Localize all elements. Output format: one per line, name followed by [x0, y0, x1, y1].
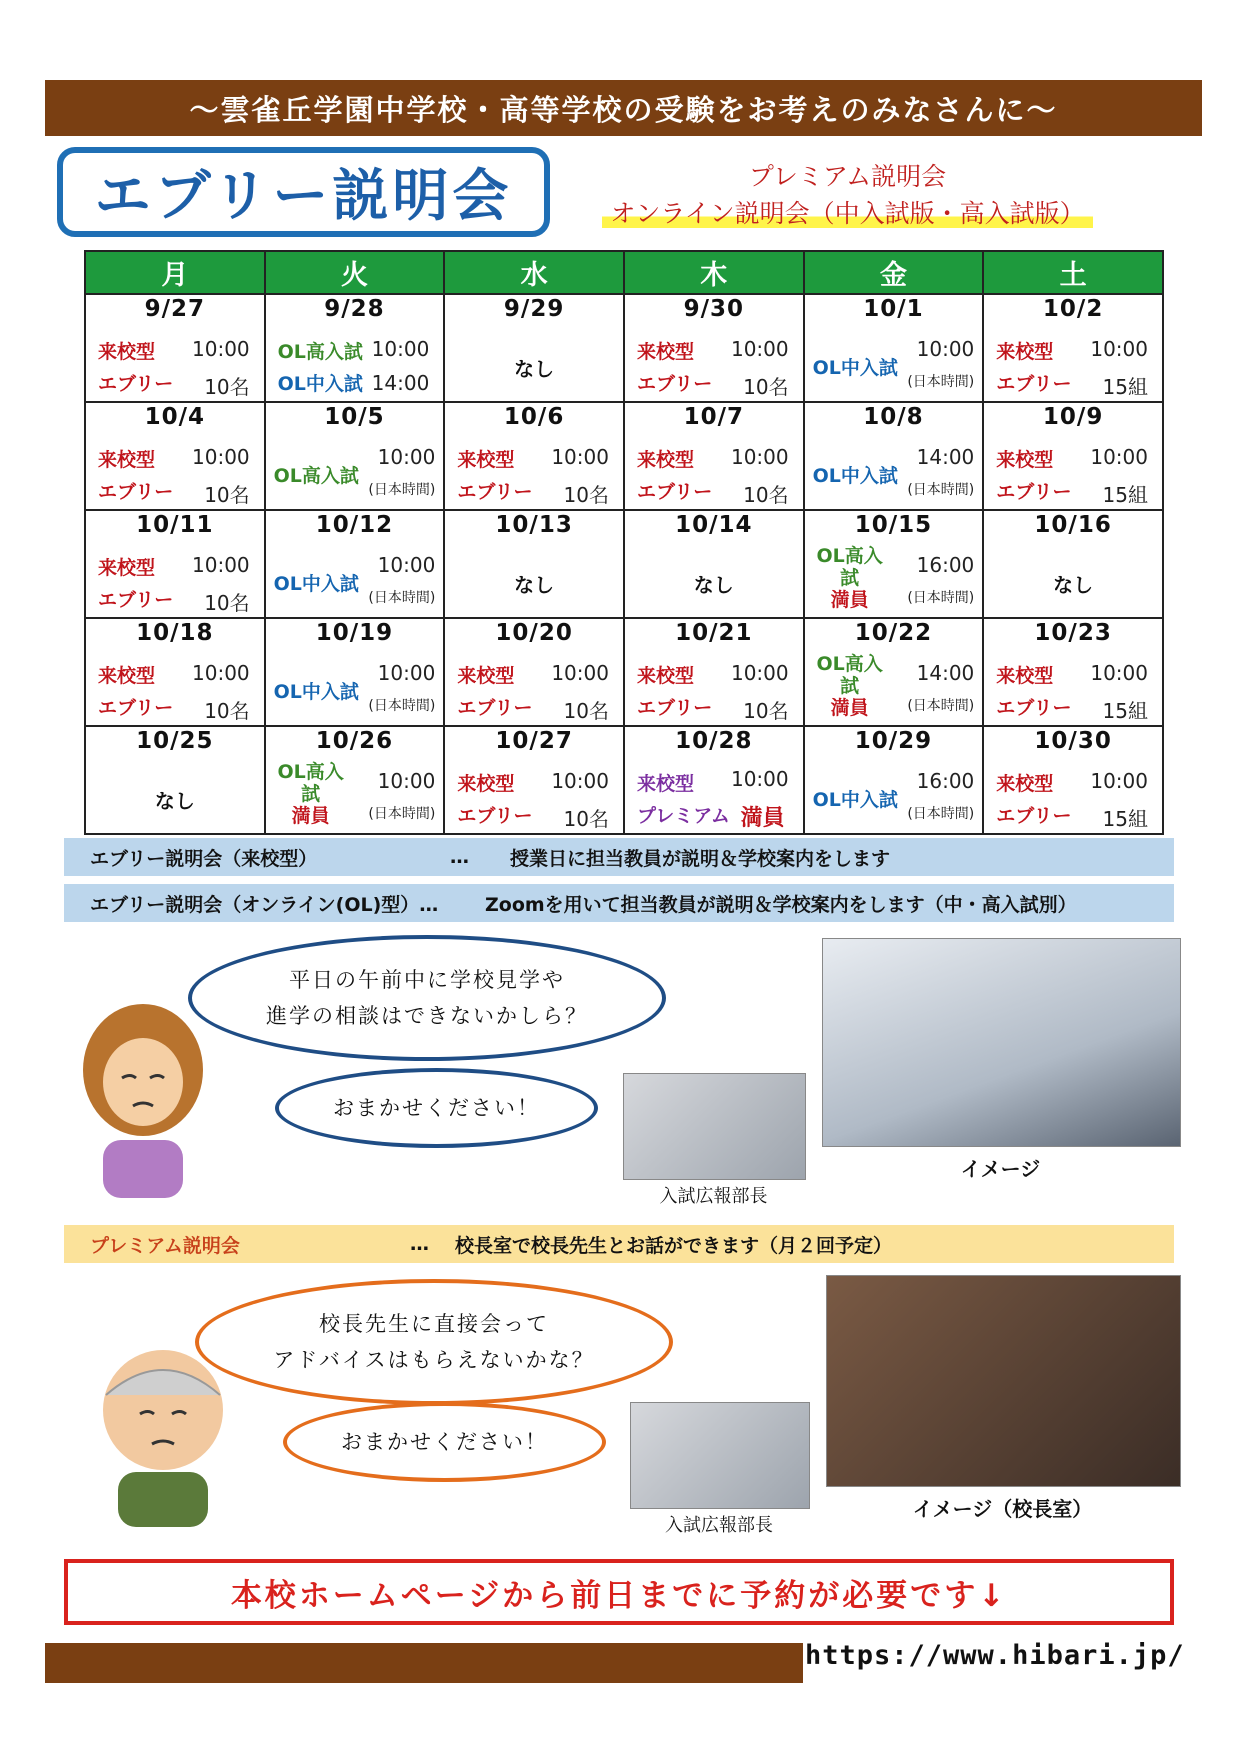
info-row-premium — [64, 1225, 1174, 1263]
speech-bubble-reply — [275, 1068, 598, 1148]
cell-date: 10/26 — [315, 728, 394, 754]
event-type: OL高入 — [816, 545, 883, 567]
cell-date: 10/28 — [675, 728, 753, 754]
event-type: 来校型 — [636, 449, 694, 471]
info-row-visit — [64, 838, 1174, 876]
calendar-cell — [983, 294, 1163, 402]
event-none: なし — [1053, 573, 1094, 597]
event-capacity: 15組 — [1102, 699, 1148, 723]
event-type: 来校型 — [636, 665, 694, 687]
calendar-cell — [804, 510, 984, 618]
event-kind: エブリー — [98, 373, 174, 395]
cell-date: 10/14 — [675, 512, 753, 538]
event-type: 来校型 — [98, 665, 156, 687]
staff-photo — [623, 1073, 806, 1180]
event-stack — [815, 653, 885, 719]
speech-bubble-grandparent — [195, 1279, 673, 1405]
event-time: 10:00 — [1090, 661, 1148, 685]
calendar-cell — [983, 726, 1163, 834]
info-value: 授業日に担当教員が説明＆学校案内をします — [510, 847, 891, 870]
event-time: 10:00 — [916, 337, 975, 361]
info-key: エブリー説明会（来校型） — [90, 847, 318, 870]
calendar-cell — [265, 510, 445, 618]
cell-date: 10/21 — [675, 620, 753, 646]
event-type: 来校型 — [636, 341, 694, 363]
event-type: 来校型 — [457, 449, 515, 471]
premium-value: 校長室で校長先生とお話ができます（月２回予定） — [455, 1234, 893, 1257]
event-full: 満員 — [830, 697, 869, 719]
event-time: 10:00 — [730, 767, 789, 791]
event-time: 10:00 — [377, 769, 436, 793]
event-capacity: 10名 — [743, 699, 789, 723]
cell-date: 10/9 — [1042, 404, 1104, 430]
event-timezone: (日本時間) — [368, 806, 436, 822]
event-capacity: 10名 — [204, 591, 250, 615]
event-type-cont: 試 — [301, 783, 321, 805]
event-time: 14:00 — [916, 445, 975, 469]
event-type-cont: 試 — [840, 567, 860, 589]
event-type: 来校型 — [996, 341, 1054, 363]
event-none: なし — [514, 573, 555, 597]
principal-photo — [826, 1275, 1181, 1487]
subtitle-line1: プレミアム説明会 — [748, 162, 947, 191]
event-kind: エブリー — [98, 697, 174, 719]
event-time: 10:00 — [1090, 769, 1148, 793]
event-time: 10:00 — [192, 445, 250, 469]
parent-illustration — [78, 1000, 208, 1200]
event-type: OL高入試 — [277, 341, 363, 363]
calendar-cell — [85, 618, 265, 726]
event-time: 10:00 — [730, 337, 789, 361]
event-timezone: (日本時間) — [907, 590, 975, 606]
event-kind: エブリー — [996, 697, 1072, 719]
cell-date: 10/2 — [1042, 296, 1104, 322]
event-time: 10:00 — [551, 661, 609, 685]
cell-date: 10/12 — [315, 512, 394, 538]
event-capacity: 10名 — [563, 483, 609, 507]
calendar-cell — [804, 618, 984, 726]
cell-date: 9/29 — [503, 296, 565, 322]
footer-bar — [45, 1643, 803, 1683]
event-kind: エブリー — [457, 481, 533, 503]
cell-date: 10/25 — [136, 728, 214, 754]
cell-date: 10/22 — [854, 620, 933, 646]
event-timezone: (日本時間) — [907, 698, 975, 714]
event-time: 10:00 — [371, 337, 430, 361]
title-box — [57, 147, 550, 237]
day-header: 金 — [804, 251, 984, 294]
cell-date: 9/27 — [144, 296, 206, 322]
subtitle-line2: オンライン説明会（中入試版・高入試版） — [602, 199, 1092, 228]
event-capacity: 10名 — [743, 483, 789, 507]
event-time: 10:00 — [192, 661, 250, 685]
reservation-notice — [64, 1559, 1174, 1625]
speech-bubble-reply2 — [283, 1402, 606, 1482]
calendar-cell — [444, 510, 624, 618]
event-kind: エブリー — [996, 373, 1072, 395]
cell-date: 10/8 — [863, 404, 924, 430]
principal-caption: イメージ（校長室） — [912, 1497, 1093, 1521]
event-type: 来校型 — [457, 665, 515, 687]
calendar-cell — [624, 294, 804, 402]
bubble-text: おまかせください！ — [333, 1096, 540, 1120]
event-type: 来校型 — [98, 449, 156, 471]
staff-caption: 入試広報部長 — [659, 1186, 768, 1207]
event-timezone: (日本時間) — [368, 590, 436, 606]
event-time: 16:00 — [916, 553, 975, 577]
subtitle — [565, 158, 1130, 232]
calendar-cell — [444, 294, 624, 402]
classroom-photo — [822, 938, 1181, 1147]
event-kind: エブリー — [98, 589, 174, 611]
bubble-line: 平日の午前中に学校見学や — [289, 968, 565, 992]
calendar-cell — [804, 402, 984, 510]
event-time: 10:00 — [192, 337, 250, 361]
cell-date: 10/1 — [863, 296, 924, 322]
bubble-line: 校長先生に直接会って — [319, 1312, 549, 1336]
cell-date: 10/19 — [315, 620, 394, 646]
event-capacity: 10名 — [204, 483, 250, 507]
event-kind: エブリー — [636, 373, 713, 395]
event-capacity: 10名 — [204, 375, 250, 399]
speech-bubble-parent — [188, 935, 666, 1061]
cell-date: 10/13 — [495, 512, 573, 538]
calendar-cell — [983, 402, 1163, 510]
calendar-cell — [624, 402, 804, 510]
calendar-cell — [444, 726, 624, 834]
event-capacity: 15組 — [1102, 375, 1148, 399]
event-kind: エブリー — [636, 697, 713, 719]
event-stack — [815, 545, 885, 611]
day-header: 土 — [983, 251, 1163, 294]
event-type: 来校型 — [996, 773, 1054, 795]
event-type: 来校型 — [996, 449, 1054, 471]
calendar-cell — [444, 618, 624, 726]
info-row-online — [64, 884, 1174, 922]
classroom-caption: イメージ — [960, 1157, 1041, 1181]
event-time: 10:00 — [1090, 445, 1148, 469]
cell-date: 10/20 — [495, 620, 573, 646]
event-capacity: 10名 — [743, 375, 789, 399]
cell-date: 10/7 — [683, 404, 744, 430]
info-value: Zoomを用いて担当教員が説明＆学校案内をします（中・高入試別） — [485, 893, 1077, 916]
cell-date: 10/4 — [144, 404, 206, 430]
calendar-cell — [983, 618, 1163, 726]
info-key: エブリー説明会（オンライン(OL)型）… — [90, 893, 439, 916]
event-type-cont: 試 — [840, 675, 860, 697]
event-type: OL高入 — [277, 761, 344, 783]
staff-photo-2 — [630, 1402, 810, 1509]
event-timezone: (日本時間) — [907, 806, 975, 822]
event-time: 10:00 — [551, 445, 609, 469]
cell-date: 10/5 — [324, 404, 385, 430]
event-time: 10:00 — [192, 553, 250, 577]
calendar-cell — [265, 618, 445, 726]
event-kind: エブリー — [457, 805, 533, 827]
event-kind: エブリー — [996, 805, 1072, 827]
event-type: 来校型 — [98, 557, 156, 579]
event-type: 来校型 — [98, 341, 156, 363]
grandparent-illustration — [88, 1340, 238, 1530]
header-text: ～雲雀丘学園中学校・高等学校の受験をお考えのみなさんに～ — [189, 92, 1058, 127]
event-time: 10:00 — [551, 769, 609, 793]
event-kind: エブリー — [457, 697, 533, 719]
cell-date: 10/23 — [1034, 620, 1112, 646]
event-full: 満員 — [291, 805, 330, 827]
day-header: 木 — [624, 251, 804, 294]
event-stack — [276, 761, 346, 827]
calendar-cell — [265, 294, 445, 402]
event-capacity: 15組 — [1102, 483, 1148, 507]
cell-date: 10/18 — [136, 620, 214, 646]
calendar-cell — [444, 402, 624, 510]
event-time: 10:00 — [1090, 337, 1148, 361]
premium-sep: … — [410, 1233, 429, 1255]
cell-date: 10/15 — [854, 512, 933, 538]
event-time: 16:00 — [916, 769, 975, 793]
event-type: OL中入試 — [812, 465, 898, 487]
day-header: 水 — [444, 251, 624, 294]
cell-date: 9/28 — [324, 296, 385, 322]
cell-date: 10/16 — [1034, 512, 1112, 538]
cell-date: 10/29 — [854, 728, 933, 754]
cell-date: 10/27 — [495, 728, 573, 754]
calendar-cell — [624, 618, 804, 726]
event-none: なし — [693, 573, 734, 597]
event-type: OL高入 — [816, 653, 883, 675]
event-none: なし — [514, 357, 555, 381]
bubble-text: おまかせください！ — [341, 1430, 548, 1454]
event-time: 10:00 — [730, 445, 789, 469]
staff-caption-2: 入試広報部長 — [665, 1515, 773, 1536]
calendar-table — [84, 250, 1164, 835]
event-capacity: 10名 — [563, 807, 609, 831]
event-kind: エブリー — [636, 481, 713, 503]
website-link[interactable]: https://www.hibari.jp/ — [805, 1640, 1185, 1671]
event-capacity: 10名 — [204, 699, 250, 723]
event-timezone: (日本時間) — [907, 374, 975, 390]
premium-key: プレミアム説明会 — [90, 1234, 240, 1257]
bubble-line: アドバイスはもらえないかな？ — [273, 1348, 595, 1372]
event-type: OL高入試 — [273, 465, 359, 487]
cell-date: 10/11 — [136, 512, 214, 538]
event-time: 10:00 — [377, 445, 436, 469]
bubble-line: 進学の相談はできないかしら？ — [266, 1004, 588, 1028]
calendar-cell — [624, 510, 804, 618]
event-time: 14:00 — [916, 661, 975, 685]
event-type: OL中入試 — [273, 681, 359, 703]
calendar-cell — [983, 510, 1163, 618]
event-full: 満員 — [830, 589, 869, 611]
event-full: 満員 — [740, 806, 785, 831]
calendar-cell — [85, 294, 265, 402]
cell-date: 9/30 — [683, 296, 744, 322]
calendar-cell — [624, 726, 804, 834]
event-none: なし — [154, 789, 195, 813]
calendar-cell — [85, 510, 265, 618]
event-kind: プレミアム — [636, 805, 730, 827]
event-type: OL中入試 — [812, 357, 898, 379]
event-type: 来校型 — [457, 773, 515, 795]
event-capacity: 15組 — [1102, 807, 1148, 831]
day-header: 月 — [85, 251, 265, 294]
event-kind: エブリー — [98, 481, 174, 503]
event-type: 来校型 — [636, 773, 694, 795]
calendar-cell — [265, 726, 445, 834]
day-header: 火 — [265, 251, 445, 294]
event-type: OL中入試 — [273, 573, 359, 595]
calendar-cell — [85, 726, 265, 834]
info-sep: … — [450, 846, 469, 868]
calendar-cell — [85, 402, 265, 510]
cell-date: 10/30 — [1034, 728, 1112, 754]
event-time: 10:00 — [730, 661, 789, 685]
event-capacity: 10名 — [563, 699, 609, 723]
event-time: 14:00 — [371, 371, 430, 395]
cell-date: 10/6 — [503, 404, 565, 430]
calendar-cell — [804, 294, 984, 402]
reservation-text: 本校ホームページから前日までに予約が必要です↓ — [230, 1577, 1008, 1614]
event-time: 10:00 — [377, 553, 436, 577]
event-time: 10:00 — [377, 661, 436, 685]
event-type: OL中入試 — [277, 373, 363, 395]
header-bar — [45, 80, 1202, 136]
event-timezone: (日本時間) — [907, 482, 975, 498]
event-timezone: (日本時間) — [368, 698, 436, 714]
event-type: OL中入試 — [812, 789, 898, 811]
calendar-cell — [265, 402, 445, 510]
page-title: エブリー説明会 — [94, 164, 513, 229]
event-timezone: (日本時間) — [368, 482, 436, 498]
calendar-cell — [804, 726, 984, 834]
event-type: 来校型 — [996, 665, 1054, 687]
event-kind: エブリー — [996, 481, 1072, 503]
